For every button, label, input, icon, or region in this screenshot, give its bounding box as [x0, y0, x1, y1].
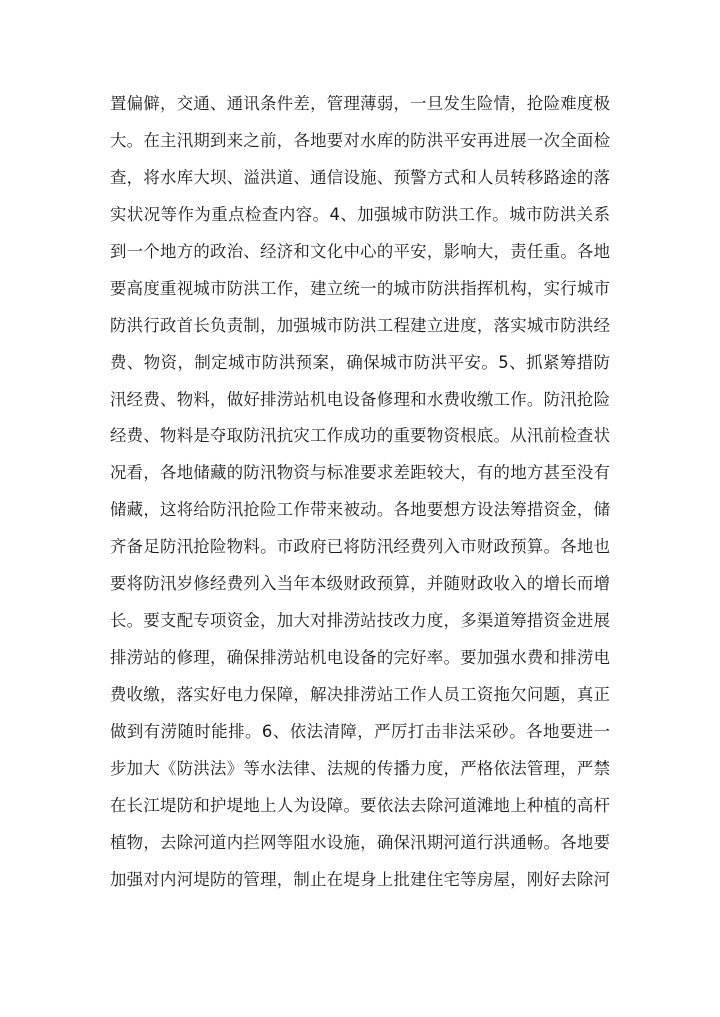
text-line: 防洪行政首长负责制，加强城市防洪工程建立进度，落实城市防洪经	[110, 315, 610, 335]
text-line: 汛经费、物料，做好排涝站机电设备修理和水费收缴工作。防汛抢险	[110, 389, 610, 409]
text-line: 排涝站的修理，确保排涝站机电设备的完好率。要加强水费和排涝电	[110, 648, 610, 668]
text-line: 加强对内河堤防的管理，制止在堤身上批建住宅等房屋，刚好去除河	[110, 869, 610, 889]
text-line: 步加大《防洪法》等水法律、法规的传播力度，严格依法管理，严禁	[110, 758, 610, 778]
text-line: 查，将水库大坝、溢洪道、通信设施、预警方式和人员转移路途的落	[110, 167, 610, 187]
text-line: 齐备足防汛抢险物料。市政府已将防汛经费列入市财政预算。各地也	[110, 537, 610, 557]
text-line: 大。在主汛期到来之前，各地要对水库的防洪平安再进展一次全面检	[110, 130, 610, 150]
text-line: 到一个地方的政治、经济和文化中心的平安，影响大，责任重。各地	[110, 241, 610, 261]
body-text	[110, 86, 610, 899]
text-line: 储藏，这将给防汛抢险工作带来被动。各地要想方设法筹措资金，储	[110, 500, 610, 520]
text-line: 经费、物料是夺取防汛抗灾工作成功的重要物资根底。从汛前检查状	[110, 426, 610, 446]
text-line: 置偏僻，交通、通讯条件差，管理薄弱，一旦发生险情，抢险难度极	[110, 94, 610, 113]
text-line: 况看，各地储藏的防汛物资与标准要求差距较大，有的地方甚至没有	[110, 463, 610, 483]
text-line: 费收缴，落实好电力保障，解决排涝站工作人员工资拖欠问题，真正	[110, 685, 610, 704]
text-line: 做到有涝随时能排。6、依法清障，严厉打击非法采砂。各地要进一	[110, 721, 610, 741]
text-line: 在长江堤防和护堤地上人为设障。要依法去除河道滩地上种植的高杆	[110, 795, 610, 815]
text-line: 植物，去除河道内拦网等阻水设施，确保汛期河道行洪通畅。各地要	[110, 832, 610, 852]
text-line: 费、物资，制定城市防洪预案，确保城市防洪平安。5、抓紧筹措防	[110, 352, 610, 372]
text-line: 实状况等作为重点检查内容。4、加强城市防洪工作。城市防洪关系	[110, 204, 610, 224]
text-line: 要高度重视城市防洪工作，建立统一的城市防洪指挥机构，实行城市	[110, 278, 610, 298]
text-line: 要将防汛岁修经费列入当年本级财政预算，并随财政收入的增长而增	[110, 574, 610, 594]
text-line: 长。要支配专项资金，加大对排涝站技改力度，多渠道筹措资金进展	[110, 611, 610, 631]
